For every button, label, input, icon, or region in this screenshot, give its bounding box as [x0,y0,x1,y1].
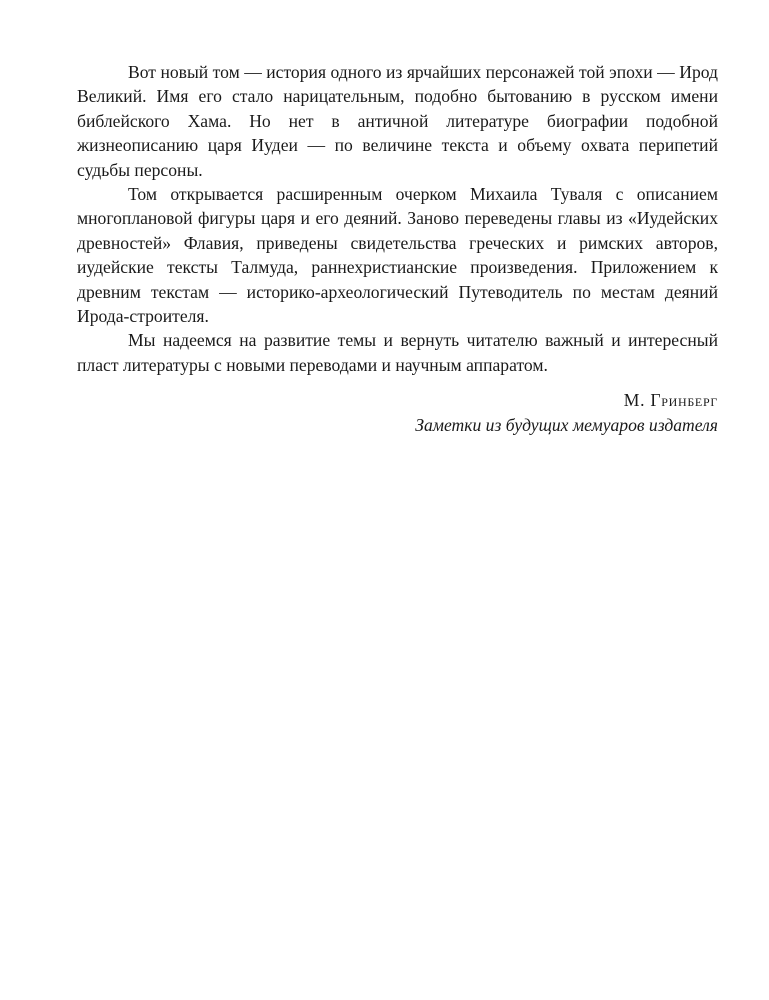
signature-block [415,388,718,437]
paragraph-2: Том открывается расширенным очерком Михаила Туваля с описанием многоплановой фигуры царя и его деяний. Заново переведены главы из «Иудейских древностей» Флавия, приведены свидетельства греческих и римских авторов, иудейские тексты Талмуда, раннехристианские произведения. Приложением к древним текстам — историко-археологический Путеводитель по местам деяний Ирода-строителя. [77,184,718,327]
preface-text [77,60,718,377]
author-name: М. Гринберг [623,390,718,410]
paragraph-1: Вот новый том — история одного из ярчайших персонажей той эпохи — Ирод Великий. Имя его стало нарицательным, подобно бытованию в русском имени библейского Хама. Но нет в античной литературе биографии подобной жизнеописанию царя Иудеи — по величине текста и объему охвата перипетий судьбы персоны. [77,62,718,180]
paragraph-3: Мы надеемся на развитие темы и вернуть читателю важный и интересный пласт литературы с новыми переводами и научным аппаратом. [77,330,718,375]
signature-source: Заметки из будущих мемуаров издателя [415,414,718,435]
